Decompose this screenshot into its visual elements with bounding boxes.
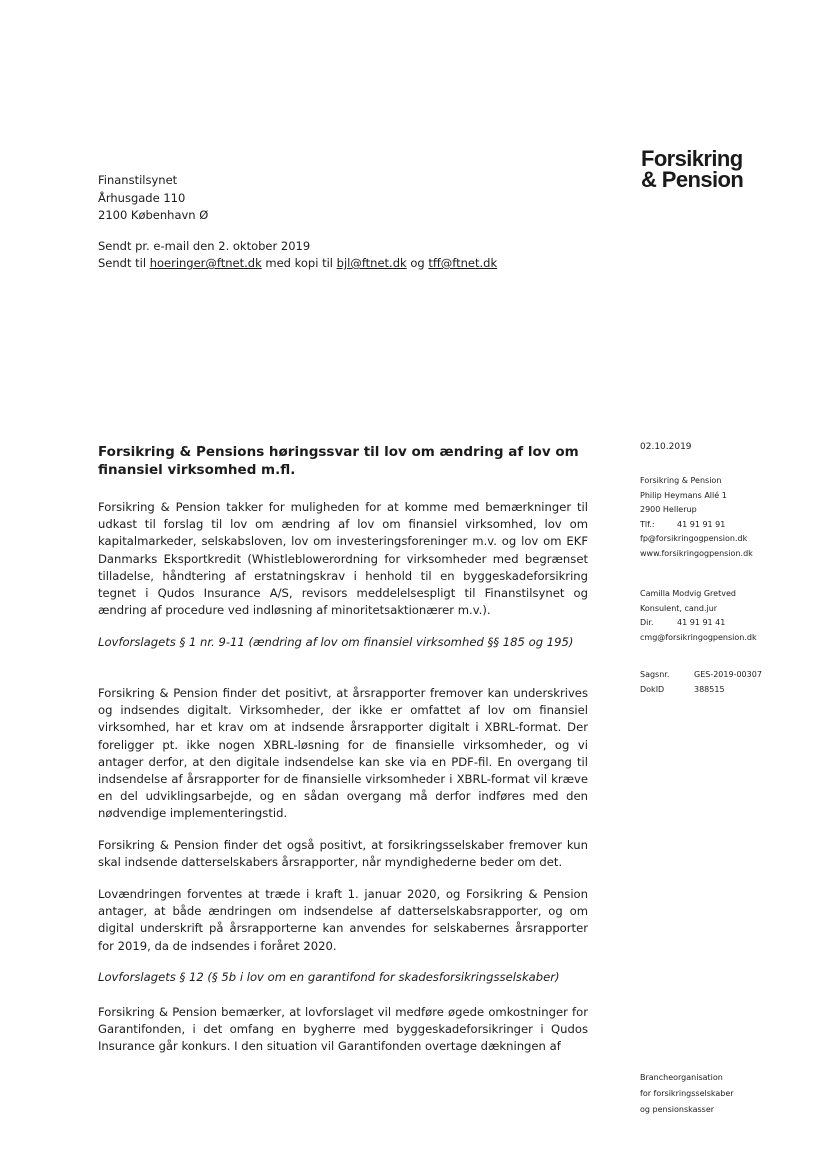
sent-info bbox=[98, 238, 497, 272]
email-link-tff[interactable]: tff@ftnet.dk bbox=[428, 256, 498, 270]
org-website: www.forsikringogpension.dk bbox=[640, 548, 753, 558]
recipient-city: 2100 København Ø bbox=[98, 208, 209, 222]
org-name: Forsikring & Pension bbox=[640, 476, 722, 485]
recipient-name: Finanstilsynet bbox=[98, 173, 178, 187]
email-link-hoeringer[interactable]: hoeringer@ftnet.dk bbox=[149, 256, 262, 270]
footer-tagline bbox=[640, 1070, 734, 1118]
case-reference-block bbox=[640, 668, 762, 697]
case-number-value: GES-2019-00307 bbox=[694, 670, 762, 679]
letter-title: Forsikring & Pensions høringssvar til lov om ændring af lov om finansiel virksomhed m.fl. bbox=[98, 444, 579, 478]
recipient-street: Århusgade 110 bbox=[98, 190, 186, 205]
section-heading-1: Lovforslagets § 1 nr. 9-11 (ændring af lov om finansiel virksomhed §§ 185 og 195) bbox=[98, 635, 574, 649]
contact-direct-row bbox=[640, 616, 757, 631]
logo-line-2: & Pension bbox=[641, 167, 744, 192]
and-text: og bbox=[410, 256, 425, 270]
org-email: fp@forsikringogpension.dk bbox=[640, 534, 748, 543]
email-link-bjl[interactable]: bjl@ftnet.dk bbox=[336, 256, 407, 270]
footer-line-2: for forsikringsselskaber bbox=[640, 1089, 734, 1098]
org-phone-value: 41 91 91 91 bbox=[677, 519, 726, 529]
footer-line-3: og pensionskasser bbox=[640, 1105, 715, 1114]
paragraph-effective-date: Lovændringen forventes at træde i kraft 1. januar 2020, og Forsikring & Pension antager, at både ændringen om indsendelse af datterselskabsrapporter, og om digital underskrift på årsrapporterne kan anvendes for selskabernes årsrapporter for 2019, da de indsendes i foråret 2020. bbox=[98, 887, 588, 953]
contact-email: cmg@forsikringogpension.dk bbox=[640, 632, 757, 642]
case-number-label: Sagsnr. bbox=[640, 670, 670, 679]
doc-id-value: 388515 bbox=[694, 684, 725, 694]
footer-line-1: Brancheorganisation bbox=[640, 1073, 723, 1082]
org-street: Philip Heymans Allé 1 bbox=[640, 490, 727, 500]
org-city: 2900 Hellerup bbox=[640, 505, 697, 514]
paragraph-intro: Forsikring & Pension takker for muligheden for at komme med bemærkninger til udkast til forslag til lov om ændring af lov om finansiel virksomhed, lov om kapitalmarkeder, selskabsloven, lov om investeringsforeninger m.v. og lov om EKF Danmarks Eksportkredit (Whistleblowerordning for virksomheder med begrænset tilladelse, håndtering af erstatningskrav i henhold til en byggeskadeforsikring tegnet i Qudos Insurance A/S, revisors meddelelsespligt til Finanstilsynet og ændring af procedure ved indløsning af minoritetsaktionærer m.v.). bbox=[98, 500, 588, 618]
paragraph-subsidiary-reports: Forsikring & Pension finder det også positivt, at forsikringsselskaber fremover kun skal indsende datterselskabers årsrapporter, når myndighederne beder om det. bbox=[98, 838, 588, 870]
org-contact-block bbox=[640, 474, 753, 561]
sent-date-line: Sendt pr. e-mail den 2. oktober 2019 bbox=[98, 239, 311, 253]
contact-name: Camilla Modvig Gretved bbox=[640, 589, 736, 598]
doc-id-label: DokID bbox=[640, 684, 665, 694]
section-heading-2: Lovforslagets § 12 (§ 5b i lov om en garantifond for skadesforsikringsselskaber) bbox=[98, 970, 560, 984]
org-phone-row bbox=[640, 518, 753, 533]
contact-direct-label: Dir. bbox=[640, 618, 654, 627]
case-number-row bbox=[640, 668, 762, 683]
logo-line-1: Forsikring bbox=[641, 146, 743, 171]
forsikring-pension-logo bbox=[641, 148, 743, 190]
sent-to-line bbox=[98, 255, 497, 272]
contact-direct-value: 41 91 91 41 bbox=[677, 618, 726, 627]
paragraph-guarantee-fund: Forsikring & Pension bemærker, at lovforslaget vil medføre øgede omkostninger for Garantifonden, i det omfang en bygherre med byggeskadeforsikringer i Qudos Insurance går konkurs. I den situation vil Garantifonden overtage dækningen af bbox=[98, 1005, 588, 1054]
copy-text: med kopi til bbox=[265, 256, 333, 270]
letter-date: 02.10.2019 bbox=[640, 442, 692, 452]
contact-person-block bbox=[640, 587, 757, 645]
doc-id-row bbox=[640, 683, 762, 698]
org-phone-label: Tlf.: bbox=[640, 519, 655, 529]
paragraph-digital-reports: Forsikring & Pension finder det positivt, at årsrapporter fremover kan underskrives og indsendes digitalt. Virksomheder, der ikke er omfattet af lov om finansiel virksomhed, har et krav om at indsende årsrapporter digitalt i XBRL-format. Der foreligger pt. ikke nogen XBRL-løsning for de finansielle virksomheder, og vi antager derfor, at den digitale indsendelse kan ske via en PDF-fil. En overgang til indsendelse af årsrapporter for de finansielle virksomheder i XBRL-format vil kræve en del udviklingsarbejde, og en sådan overgang må derfor indføres med den nødvendige implementeringstid. bbox=[98, 686, 588, 821]
sent-to-prefix: Sendt til bbox=[98, 256, 147, 270]
recipient-address bbox=[98, 172, 208, 225]
contact-title: Konsulent, cand.jur bbox=[640, 603, 718, 613]
